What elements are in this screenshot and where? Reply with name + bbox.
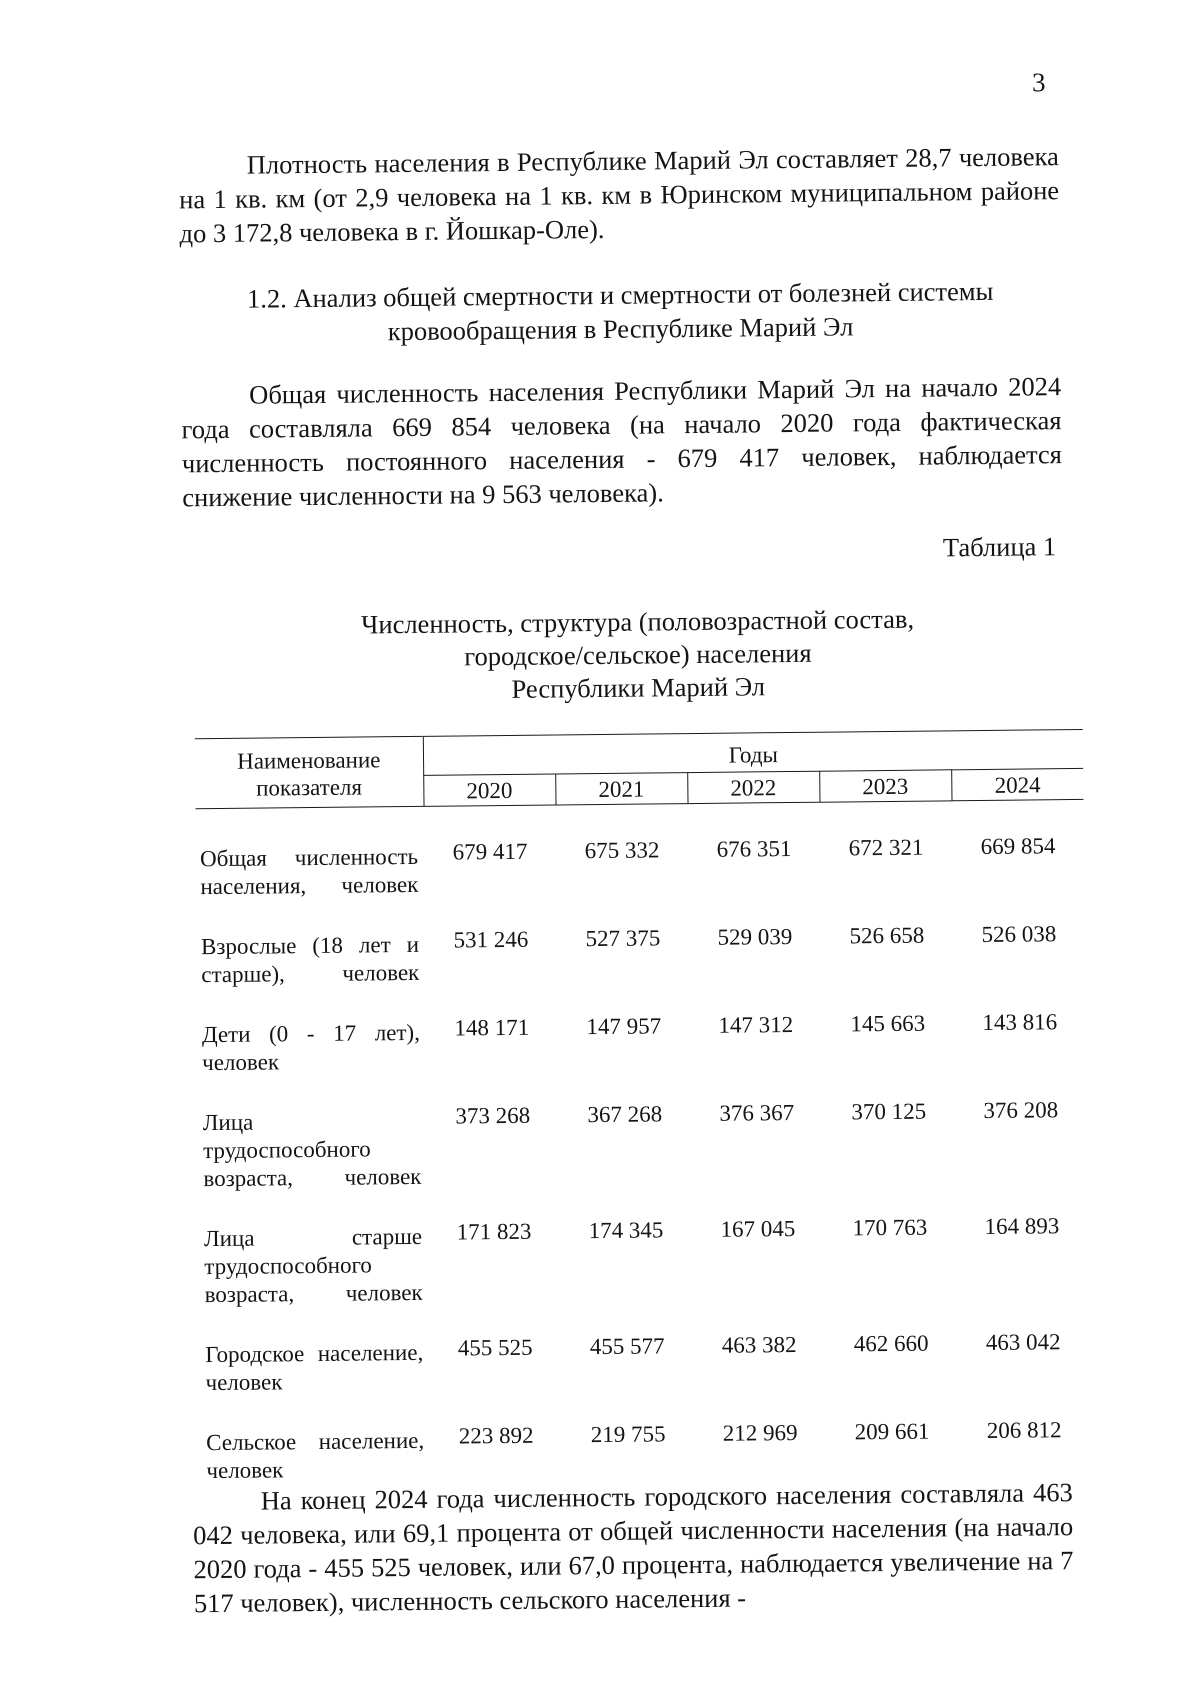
row-value: 679 417 [452, 838, 528, 865]
row-value: 376 367 [719, 1099, 795, 1126]
table-title-line-2: городское/сельское) населения [464, 637, 812, 672]
row-value: 531 246 [453, 926, 529, 953]
row-value: 529 039 [717, 923, 793, 950]
section-heading-line-2: кровообращения в Республике Марий Эл [387, 311, 854, 347]
row-value: 669 854 [980, 833, 1056, 860]
paragraph-population-density [179, 139, 1060, 250]
paragraph-total-population-text: Общая численность населения Республики Марий Эл на начало 2024 года составляла 669 854 человека (на начало 2020 года фактическая численность постоянного населения - 679 417 человек, наблюдается снижение численности на 9 563 человека). [181, 371, 1063, 513]
row-value: 672 321 [848, 834, 924, 861]
table-row [199, 1090, 1088, 1215]
row-label: Лица трудоспособного возраста, человек [202, 1109, 422, 1192]
header-year: 2020 [423, 774, 555, 806]
row-value: 147 957 [586, 1013, 662, 1040]
row-value: 370 125 [851, 1098, 927, 1125]
row-value: 164 893 [984, 1213, 1060, 1239]
row-value: 463 042 [985, 1329, 1061, 1355]
row-value: 455 525 [457, 1334, 533, 1361]
row-label: Лица старше трудоспособного возраста, человек [203, 1223, 423, 1308]
row-value: 455 577 [589, 1333, 665, 1360]
table-row [201, 1322, 1090, 1419]
paragraph-urban-population [193, 1475, 1074, 1620]
row-value: 147 312 [718, 1011, 794, 1038]
row-value: 212 969 [722, 1419, 798, 1446]
row-value: 527 375 [585, 925, 661, 952]
row-value: 145 663 [850, 1010, 926, 1037]
row-value: 526 038 [981, 921, 1057, 948]
row-value: 171 823 [456, 1218, 532, 1245]
row-value: 170 763 [852, 1214, 928, 1241]
table-row [198, 1002, 1087, 1099]
row-value: 223 892 [458, 1422, 534, 1449]
row-label: Взрослые (18 лет и старше), человек [200, 931, 420, 988]
row-label: Общая численность населения, человек [199, 843, 419, 900]
table-header [195, 729, 1084, 808]
paragraph-population-density-text: Плотность населения в Республике Марий Эл составляет 28,7 человека на 1 кв. км (от 2,9 человека на 1 кв. км в Юринском муниципальном районе до 3 172,8 человека в г. Йошкар-Оле). [179, 141, 1060, 249]
page-number: 3 [1031, 67, 1046, 98]
row-value: 148 171 [454, 1014, 530, 1041]
table-title-line-3: Республики Марий Эл [511, 671, 766, 704]
row-value: 463 382 [721, 1331, 797, 1358]
header-year: 2024 [951, 768, 1083, 800]
row-value: 675 332 [584, 837, 660, 864]
row-value: 219 755 [590, 1421, 666, 1448]
header-year: 2023 [819, 770, 951, 802]
row-value: 376 208 [983, 1097, 1059, 1123]
row-value: 526 658 [849, 922, 925, 949]
row-value: 167 045 [720, 1215, 796, 1242]
table-label: Таблица 1 [942, 531, 1057, 563]
header-years-group: Годы [423, 729, 1083, 775]
table-title-line-1: Численность, структура (половозрастной состав, [361, 603, 915, 640]
row-value: 373 268 [455, 1102, 531, 1129]
row-value: 462 660 [853, 1330, 929, 1357]
population-table [195, 729, 1091, 1507]
table-row [197, 914, 1086, 1011]
header-year: 2021 [555, 773, 687, 805]
table-body [196, 799, 1091, 1507]
table-row [200, 1206, 1089, 1331]
paragraph-urban-population-text: На конец 2024 года численность городского населения составляла 463 042 человека, или 69,1 процента от общей численности населения (на начало 2020 года - 455 525 человек, или 67,0 процента, наблюдается увеличение на 7 517 человек), численность сельского населения - [192, 1477, 1074, 1619]
row-label: Дети (0 - 17 лет), человек [201, 1019, 421, 1076]
row-value: 206 812 [986, 1417, 1062, 1443]
row-value: 143 816 [982, 1009, 1058, 1036]
table-row [196, 826, 1085, 923]
row-label: Городское население, человек [205, 1339, 424, 1396]
paragraph-total-population [181, 369, 1062, 514]
header-indicator-name: Наименование показателя [237, 746, 381, 801]
row-value: 209 661 [854, 1418, 930, 1445]
row-value: 174 345 [588, 1217, 664, 1244]
row-label: Сельское население, человек [206, 1427, 425, 1484]
row-value: 367 268 [587, 1101, 663, 1128]
section-heading-line-1: 1.2. Анализ общей смертности и смертности от болезней системы [246, 275, 994, 314]
row-value: 676 351 [716, 835, 792, 862]
section-heading [180, 273, 1061, 350]
table-title [227, 601, 1048, 709]
header-year: 2022 [687, 771, 819, 803]
